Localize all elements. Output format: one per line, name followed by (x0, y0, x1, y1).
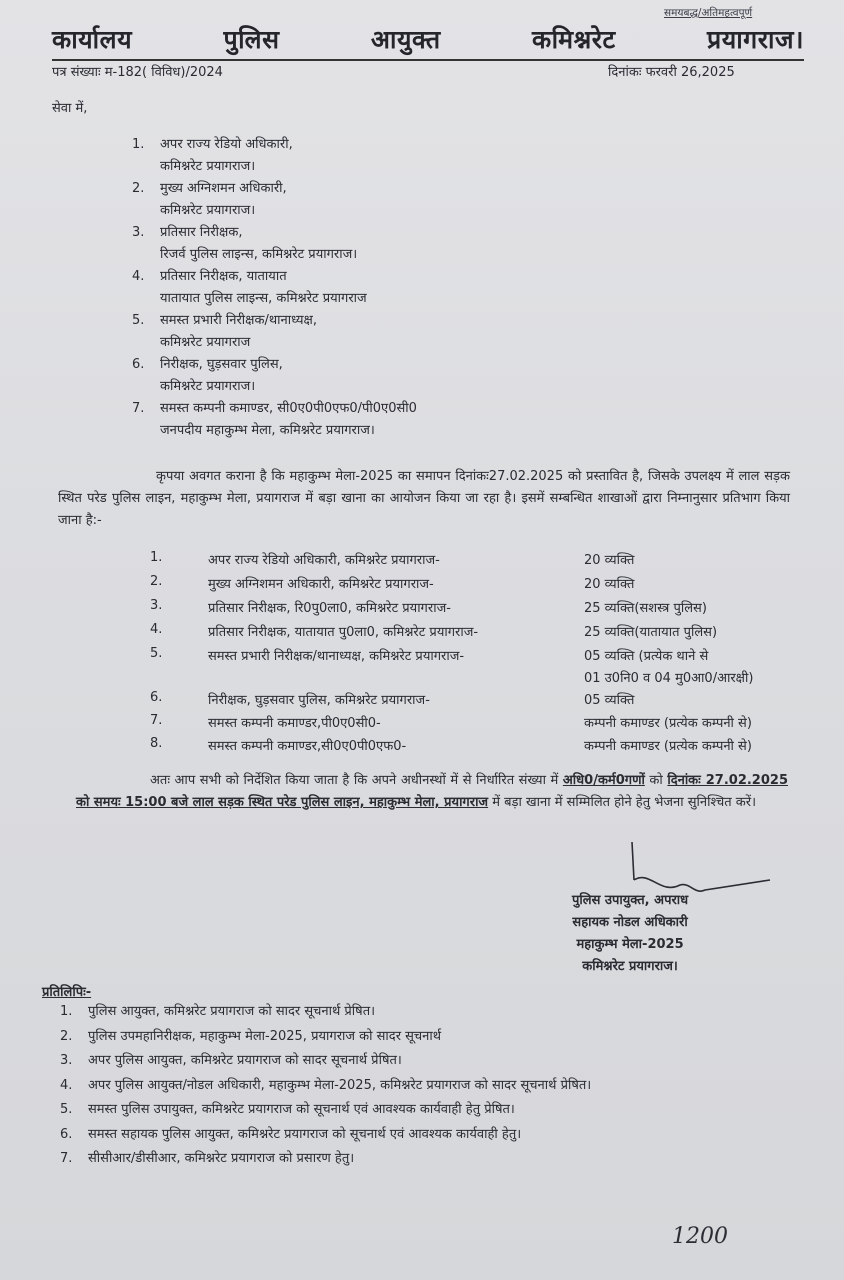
list-item: कमिश्नरेट प्रयागराज। (160, 159, 256, 174)
list-item: रिजर्व पुलिस लाइन्स, कमिश्नरेट प्रयागराज। (160, 247, 358, 262)
list-item: कमिश्नरेट प्रयागराज। (160, 379, 256, 394)
header-word: कमिश्नरेट (531, 25, 616, 54)
handwritten-number: 1200 (672, 1224, 728, 1249)
list-item: कमिश्नरेट प्रयागराज (160, 335, 251, 350)
body-paragraph-1: कृपया अवगत कराना है कि महाकुम्भ मेला-2025 का समापन दिनांकः27.02.2025 को प्रस्तावित है, जिसके उपलक्ष्य में लाल सड़क स्थित परेड पुलिस लाइन, महाकुम्भ मेला, प्रयागराज में बड़ा खाना का आयोजन किया जा रहा है। इसमें सम्बन्धित शाखाओं द्वारा निम्नानुसार प्रतिभाग किया जाना है:- (58, 469, 790, 528)
list-item: कमिश्नरेट प्रयागराज। (160, 203, 256, 218)
letter-date: दिनांकः फरवरी 26,2025 (608, 65, 735, 80)
header-word: कार्यालय (52, 25, 133, 54)
list-item: 4. प्रतिसार निरीक्षक, यातायात (132, 269, 287, 284)
list-item: 3. अपर पुलिस आयुक्त, कमिश्नरेट प्रयागराज को सादर सूचनार्थ प्रेषित। (60, 1053, 402, 1068)
list-item: 2. पुलिस उपमहानिरीक्षक, महाकुम्भ मेला-2025, प्रयागराज को सादर सूचनार्थ (60, 1028, 442, 1044)
list-item: 6. निरीक्षक, घुड़सवार पुलिस, (132, 357, 283, 372)
list-item: जनपदीय महाकुम्भ मेला, कमिश्नरेट प्रयागराज। (160, 423, 375, 438)
list-item: 1. अपर राज्य रेडियो अधिकारी, (132, 137, 293, 152)
list-item: 6. समस्त सहायक पुलिस आयुक्त, कमिश्नरेट प्रयागराज को सूचनार्थ एवं आवश्यक कार्यवाही हेतु। (60, 1126, 522, 1142)
copy-heading: प्रतिलिपिः- (42, 985, 92, 1000)
list-item: यातायात पुलिस लाइन्स, कमिश्नरेट प्रयागराज (160, 291, 367, 306)
salutation: सेवा में, (52, 101, 88, 116)
list-item: 7. समस्त कम्पनी कमाण्डर, सी0ए0पी0एफ0/पी0ए0सी0 (132, 401, 417, 416)
list-item: 7. सीसीआर/डीसीआर, कमिश्नरेट प्रयागराज को प्रसारण हेतु। (60, 1151, 355, 1166)
list-item: 1. पुलिस आयुक्त, कमिश्नरेट प्रयागराज को सादर सूचनार्थ प्रेषित। (60, 1004, 376, 1019)
header-word: प्रयागराज। (706, 25, 804, 54)
body-paragraph-2: अतः आप सभी को निर्देशित किया जाता है कि अपने अधीनस्थों में से निर्धारित संख्या में अधि0/कर्म0गणों को दिनांकः 27.02.2025 को समयः 15:00 बजे लाल सड़क स्थित परेड पुलिस लाइन, महाकुम्भ मेला, प्रयागराज में बड़ा खाना में सम्मिलित होने हेतु भेजना सुनिश्चित करें। (76, 773, 788, 810)
priority-stamp: समयबद्ध/अतिमहत्वपूर्ण (664, 7, 753, 19)
recipient-list (132, 134, 417, 442)
signature-block: पुलिस उपायुक्त, अपराध सहायक नोडल अधिकारी महाकुम्भ मेला-2025 कमिश्नरेट प्रयागराज। (572, 893, 689, 974)
list-item: 5. समस्त प्रभारी निरीक्षक/थानाध्यक्ष, (132, 313, 317, 328)
office-header (52, 22, 804, 61)
letter-number: पत्र संख्याः म-182( विविध)/2024 (52, 65, 223, 80)
attendance-table: 1. अपर राज्य रेडियो अधिकारी, कमिश्नरेट प्रयागराज- 20 व्यक्ति 2. मुख्य अग्निशमन अधिकारी, कमिश्नरेट प्रयागराज- 20 व्यक्ति 3. प्रतिसार निरीक्षक, रि0पु0ला0, कमिश्नरेट प्रयागराज- 25 व्यक्ति(सशस्त्र पुलिस) 4. प्रतिसार निरीक्षक, यातायात पु0ला0, कमिश्नरेट प्रयागराज- 25 व्यक्ति(यातायात पुलिस) 5. समस्त प्रभारी निरीक्षक/थानाध्यक्ष, कमिश्नरेट प्रयागराज- 05 व्यक्ति (प्रत्येक थाने से 01 उ0नि0 व 04 मु0आ0/आरक्षी) 6. निरीक्षक, घुड़सवार पुलिस, कमिश्नरेट प्रयागराज- 05 व्यक्ति 7. समस्त कम्पनी कमाण्डर,पी0ए0सी0- कम्पनी कमाण्डर (प्रत्येक कम्पनी से) 8. समस्त कम्पनी कमाण्डर,सी0ए0पी0एफ0- कम्पनी कमाण्डर (प्रत्येक कम्पनी से) (150, 550, 754, 754)
list-item: 5. समस्त पुलिस उपायुक्त, कमिश्नरेट प्रयागराज को सूचनार्थ एवं आवश्यक कार्यवाही हेतु प्रेषित। (60, 1102, 515, 1117)
header-word: आयुक्त (370, 25, 441, 54)
list-item: 4. अपर पुलिस आयुक्त/नोडल अधिकारी, महाकुम्भ मेला-2025, कमिश्नरेट प्रयागराज को सादर सूचनार्थ प्रेषित। (60, 1077, 592, 1093)
header-word: पुलिस (223, 25, 280, 54)
copy-list (60, 1000, 591, 1172)
list-item: 2. मुख्य अग्निशमन अधिकारी, (132, 181, 287, 196)
list-item: 3. प्रतिसार निरीक्षक, (132, 225, 243, 240)
